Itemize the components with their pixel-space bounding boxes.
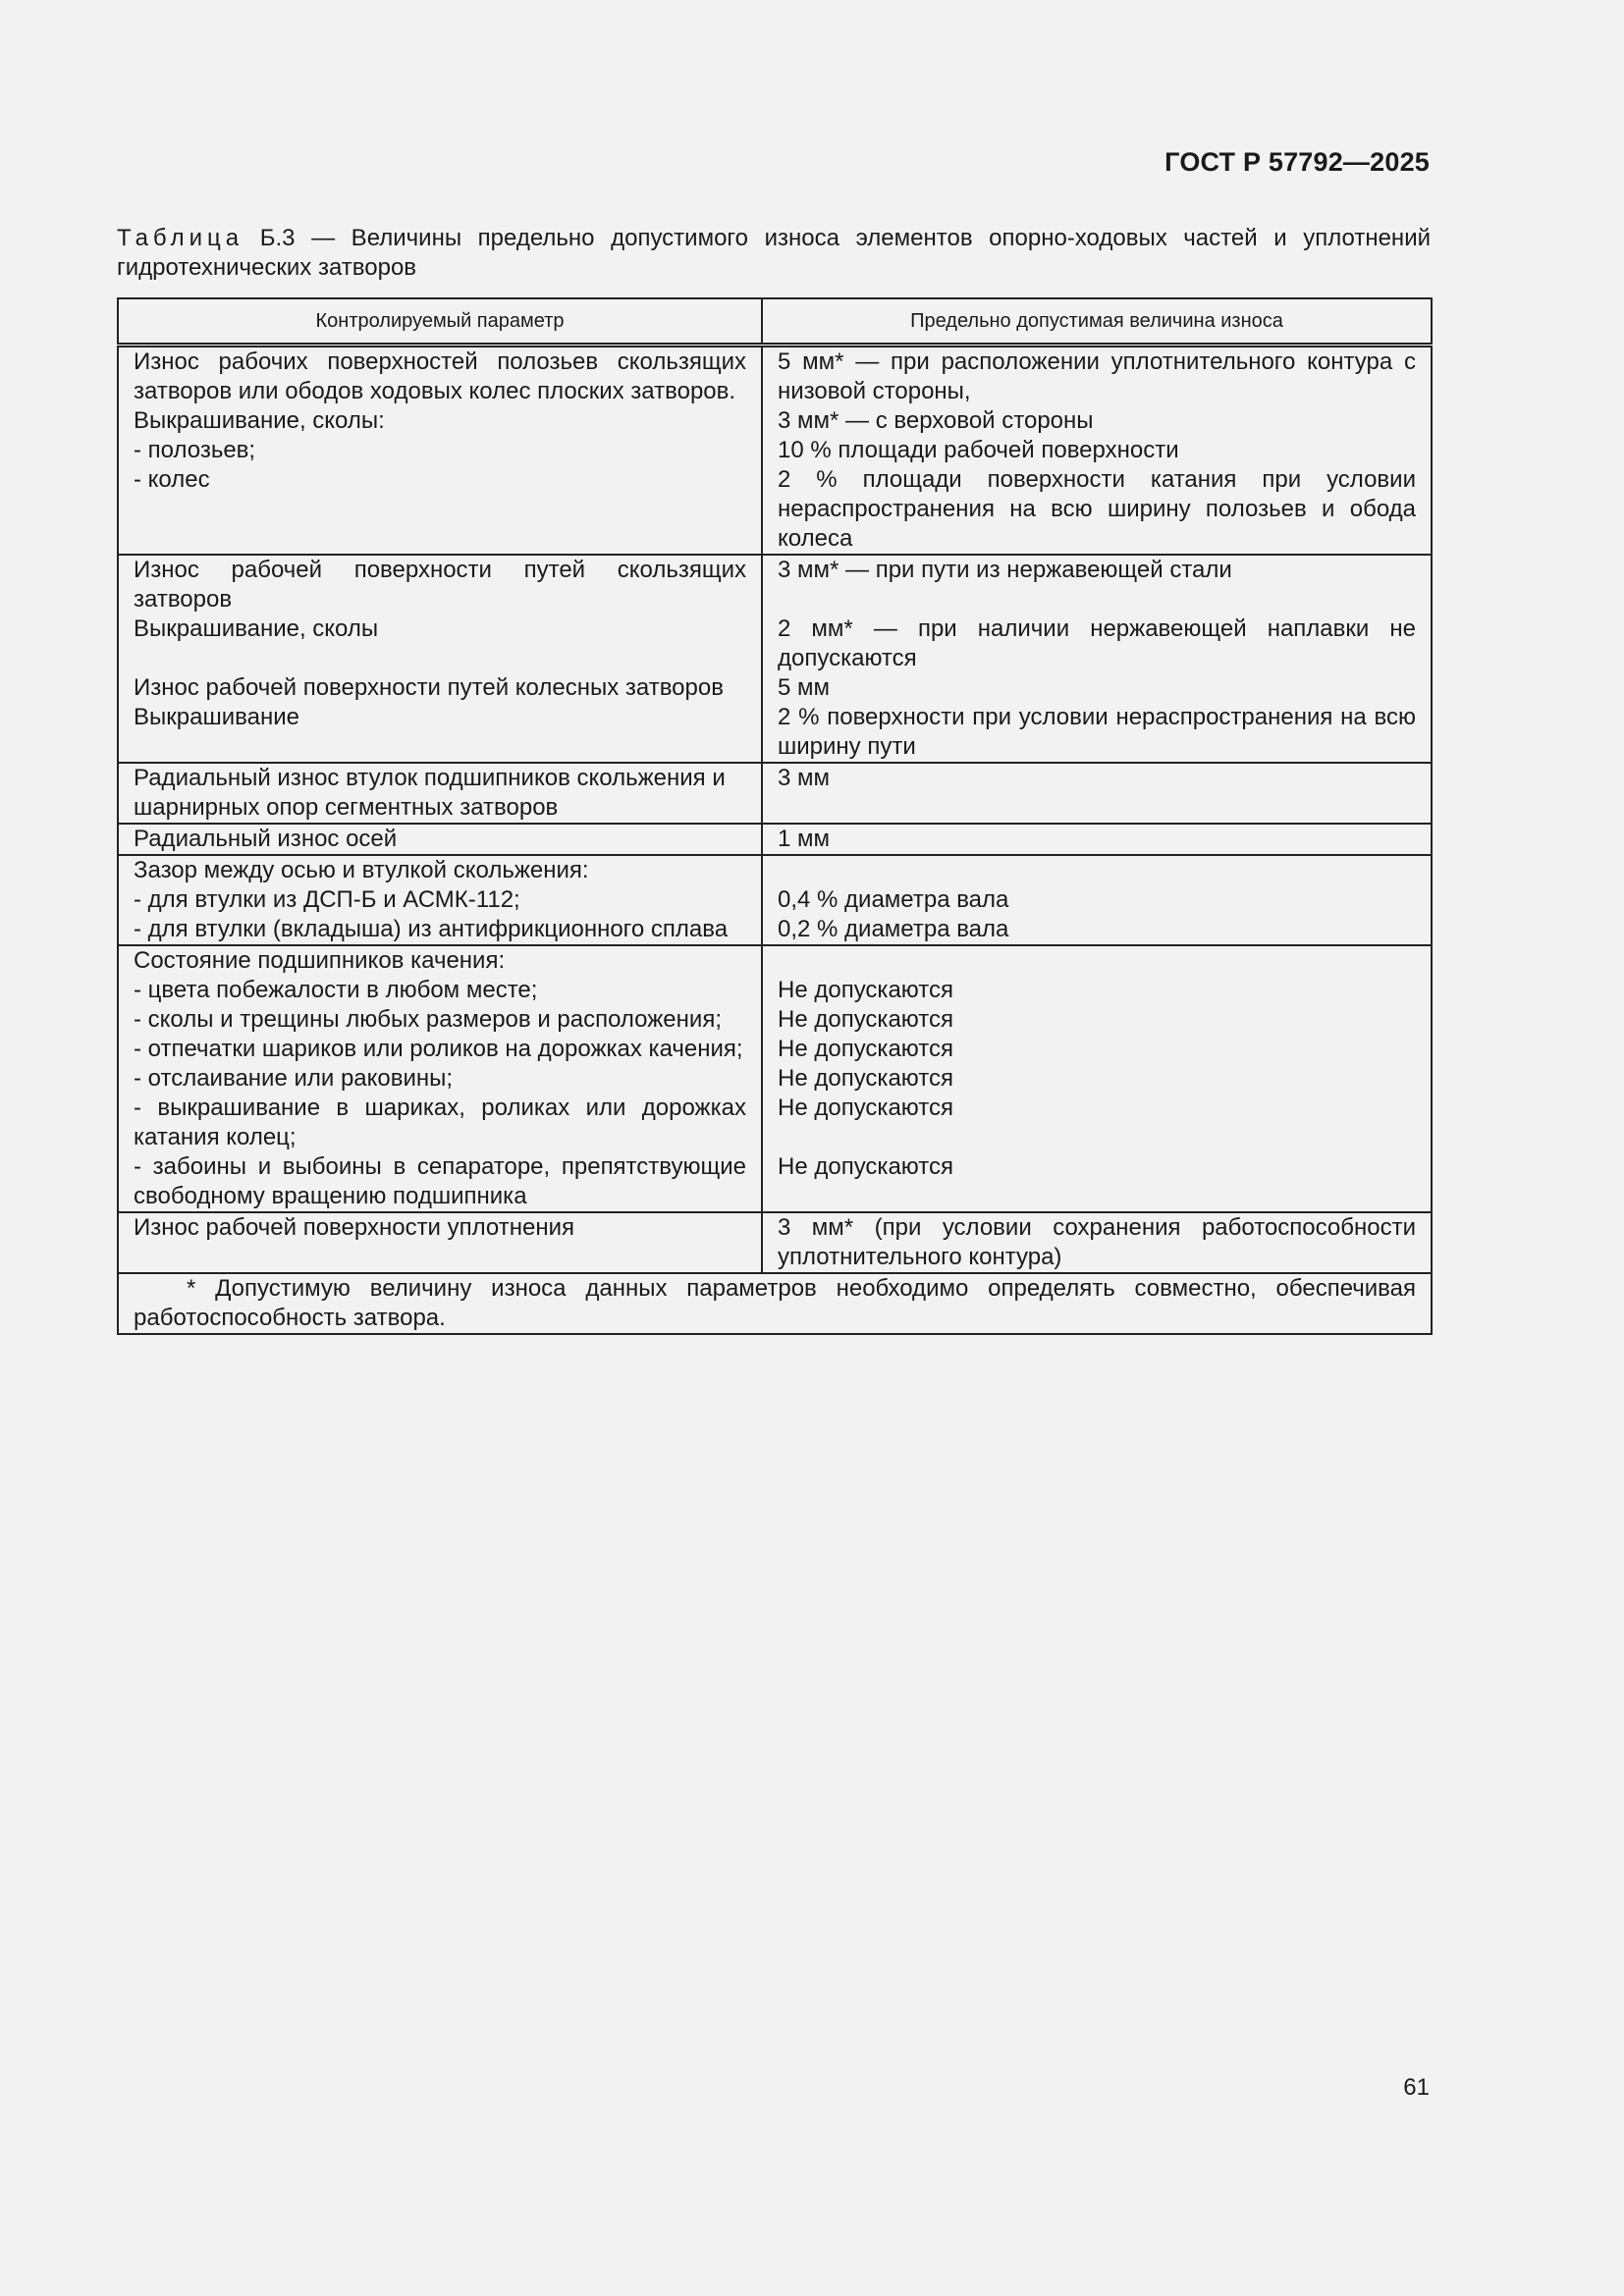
table-row <box>118 673 1432 703</box>
parameter-cell: - забоины и выбоины в сепараторе, препятствующие свободному вращению подшипника <box>118 1152 762 1212</box>
limit-cell: 3 мм* — с верховой стороны <box>762 406 1432 436</box>
wear-limits-table <box>117 297 1433 1335</box>
parameter-cell: Выкрашивание, сколы <box>118 614 762 673</box>
limit-cell: 5 мм* — при расположении уплотнительного контура с низовой стороны, <box>762 346 1432 407</box>
table-row <box>118 915 1432 945</box>
table-row <box>118 1212 1432 1273</box>
table-row <box>118 1094 1432 1152</box>
parameter-cell: Радиальный износ втулок подшипников скольжения и шарнирных опор сегментных затворов <box>118 763 762 824</box>
limit-cell: 5 мм <box>762 673 1432 703</box>
page-number: 61 <box>1403 2074 1430 2101</box>
limit-cell: 0,4 % диаметра вала <box>762 885 1432 915</box>
limit-cell: Не допускаются <box>762 1152 1432 1212</box>
parameter-cell: Зазор между осью и втулкой скольжения: <box>118 855 762 885</box>
table-row <box>118 406 1432 436</box>
parameter-cell: - для втулки из ДСП-Б и АСМК-112; <box>118 885 762 915</box>
parameter-cell: Износ рабочих поверхностей полозьев скользящих затворов или ободов ходовых колес плоских затворов. <box>118 346 762 407</box>
table-row <box>118 763 1432 824</box>
table-row <box>118 465 1432 555</box>
limit-cell: 3 мм <box>762 763 1432 824</box>
table-row <box>118 885 1432 915</box>
parameter-cell: Выкрашивание <box>118 703 762 763</box>
table-caption-text: Б.3 — Величины предельно допустимого износа элементов опорно-ходовых частей и уплотнений гидротехнических затворов <box>117 225 1431 281</box>
column-header-parameter: Контролируемый параметр <box>118 298 762 346</box>
limit-cell: Не допускаются <box>762 1005 1432 1035</box>
limit-cell: Не допускаются <box>762 1035 1432 1064</box>
column-header-limit: Предельно допустимая величина износа <box>762 298 1432 346</box>
footnote-row <box>118 1273 1432 1334</box>
table-row <box>118 945 1432 976</box>
parameter-cell: - отслаивание или раковины; <box>118 1064 762 1094</box>
table-row <box>118 555 1432 614</box>
table-footnote: * Допустимую величину износа данных параметров необходимо определять совместно, обеспечивая работоспособность затвора. <box>118 1273 1432 1334</box>
parameter-cell: - выкрашивание в шариках, роликах или дорожках катания колец; <box>118 1094 762 1152</box>
table-row <box>118 1064 1432 1094</box>
limit-cell: Не допускаются <box>762 976 1432 1005</box>
limit-cell: 3 мм* (при условии сохранения работоспособности уплотнительного контура) <box>762 1212 1432 1273</box>
limit-cell <box>762 855 1432 885</box>
table-row <box>118 824 1432 855</box>
limit-cell: 10 % площади рабочей поверхности <box>762 436 1432 465</box>
parameter-cell: Износ рабочей поверхности уплотнения <box>118 1212 762 1273</box>
table-row <box>118 1005 1432 1035</box>
limit-cell: 2 % поверхности при условии нераспространения на всю ширину пути <box>762 703 1432 763</box>
parameter-cell: - колес <box>118 465 762 555</box>
parameter-cell: - цвета побежалости в любом месте; <box>118 976 762 1005</box>
table-row <box>118 703 1432 763</box>
table-row <box>118 855 1432 885</box>
parameter-cell: - отпечатки шариков или роликов на дорожках качения; <box>118 1035 762 1064</box>
limit-cell: Не допускаются <box>762 1064 1432 1094</box>
limit-cell: 2 % площади поверхности катания при условии нераспространения на всю ширину полозьев и обода колеса <box>762 465 1432 555</box>
table-row <box>118 1035 1432 1064</box>
limit-cell: 2 мм* — при наличии нержавеющей наплавки не допускаются <box>762 614 1432 673</box>
table-row <box>118 1152 1432 1212</box>
parameter-cell: Износ рабочей поверхности путей колесных затворов <box>118 673 762 703</box>
parameter-cell: - для втулки (вкладыша) из антифрикционного сплава <box>118 915 762 945</box>
limit-cell: Не допускаются <box>762 1094 1432 1152</box>
table-caption-label: Таблица <box>117 225 244 251</box>
parameter-cell: - сколы и трещины любых размеров и расположения; <box>118 1005 762 1035</box>
parameter-cell: Износ рабочей поверхности путей скользящих затворов <box>118 555 762 614</box>
limit-cell: 1 мм <box>762 824 1432 855</box>
limit-cell: 0,2 % диаметра вала <box>762 915 1432 945</box>
table-row <box>118 614 1432 673</box>
table-caption <box>117 224 1431 283</box>
limit-cell: 3 мм* — при пути из нержавеющей стали <box>762 555 1432 614</box>
table-row <box>118 436 1432 465</box>
table-row <box>118 976 1432 1005</box>
document-code: ГОСТ Р 57792—2025 <box>1164 147 1430 177</box>
table-header-row <box>118 298 1432 346</box>
table-row <box>118 346 1432 407</box>
parameter-cell: - полозьев; <box>118 436 762 465</box>
parameter-cell: Выкрашивание, сколы: <box>118 406 762 436</box>
parameter-cell: Радиальный износ осей <box>118 824 762 855</box>
parameter-cell: Состояние подшипников качения: <box>118 945 762 976</box>
limit-cell <box>762 945 1432 976</box>
